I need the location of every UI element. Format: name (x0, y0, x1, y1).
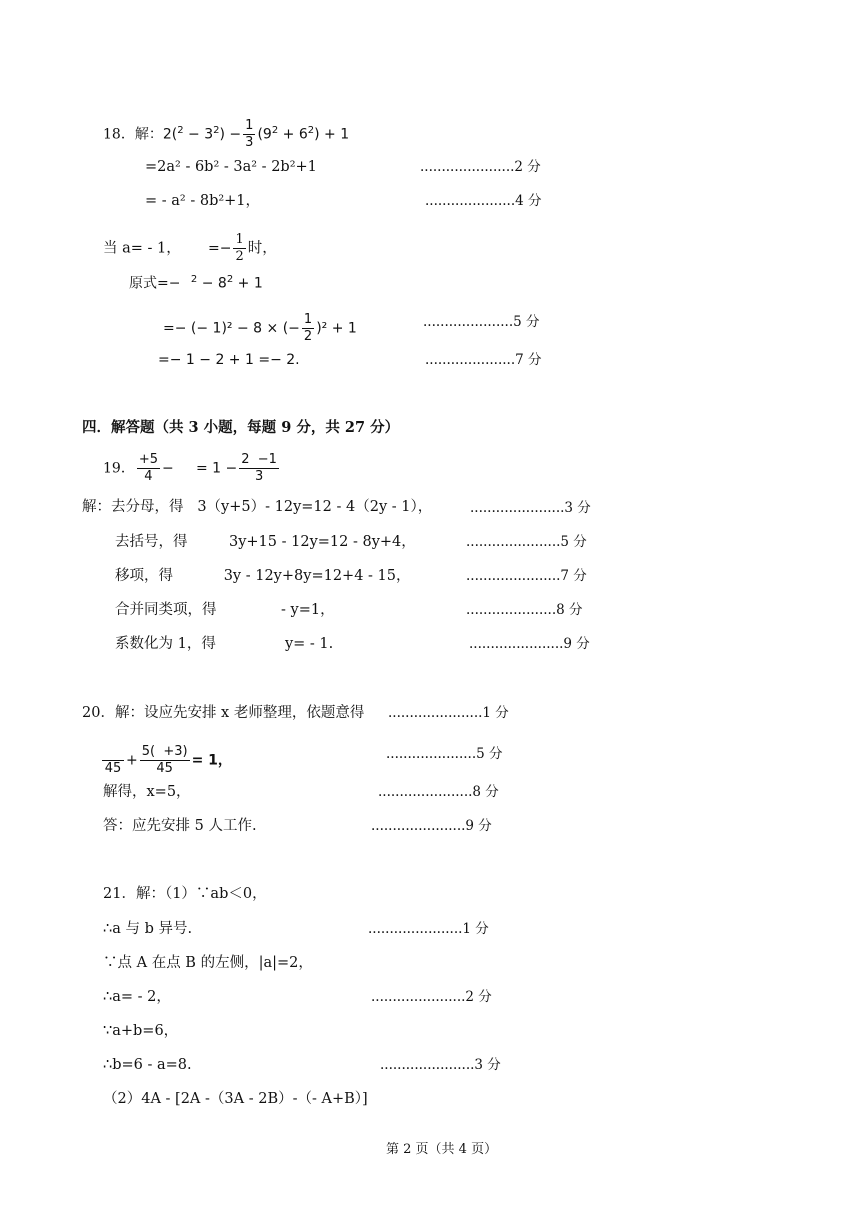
q19-label: 19． (103, 460, 135, 477)
q21-line2: ∵点 A 在点 B 的左侧，|a|=2， (103, 955, 313, 971)
q21-intro: 21．解：（1）∵ab＜0， (103, 886, 267, 902)
q18-condition-fraction-den: 2 (235, 249, 244, 264)
q20-fraction-right (140, 744, 190, 777)
q21-line6: （2）4A - [2A -（3A - 2B）-（- A+B）] (103, 1091, 368, 1107)
q19-step3-score: ......................7 分 (466, 568, 587, 584)
q19-step3: 移项，得 3y - 12y+8y=12+4 - 15， (115, 568, 411, 584)
q21-line1: ∴a 与 b 异号. (103, 921, 193, 937)
q21-line5-score: ......................3 分 (380, 1057, 501, 1073)
q19-equation (103, 452, 281, 485)
q19-fraction-right (239, 452, 279, 485)
q18-step2-score: .....................4 分 (425, 193, 542, 209)
q20-answer: 答：应先安排 5 人工作. (103, 818, 257, 834)
q20-fraction-left-num (102, 744, 124, 761)
q18-expr-part: 2( (162, 126, 178, 143)
q18-original-exp: 2 (190, 274, 198, 285)
q21-line3-score: ......................2 分 (371, 989, 492, 1005)
q18-exp: 2 (177, 124, 184, 136)
q20-equals: = 1， (191, 752, 232, 769)
q18-expr-part: ) + 1 (314, 126, 350, 143)
q18-step4-b: )² + 1 (316, 320, 357, 337)
q18-expr-part: ) − (219, 126, 242, 143)
q18-step4-score: .....................5 分 (423, 314, 540, 330)
q19-fraction-left-den: 4 (144, 469, 153, 484)
q19-equation-mid: − = 1 − (162, 460, 238, 477)
q18-original-exp: 2 (226, 274, 234, 285)
q18-step4 (163, 312, 357, 345)
q18-original (129, 271, 263, 293)
q18-expression (103, 118, 349, 151)
q18-step4-a: =− (− 1)² − 8 × (− (163, 320, 300, 337)
q18-condition-a: 当 a= - 1， (103, 240, 181, 257)
section-heading: 四．解答题（共 3 小题，每题 9 分，共 27 分） (82, 419, 400, 436)
q18-expr-part: (9 (257, 126, 272, 143)
q19-fraction-right-den: 3 (254, 469, 264, 484)
q18-step5-score: .....................7 分 (425, 352, 542, 368)
q20-setup-score: ......................1 分 (388, 705, 509, 721)
q18-exp: 2 (307, 124, 315, 136)
q20-answer-score: ......................9 分 (371, 818, 492, 834)
q18-condition (103, 232, 277, 265)
q18-exp: 2 (271, 124, 279, 136)
q20-setup: 20．解：设应先安排 x 老师整理，依题意得 (82, 705, 365, 721)
q18-expr-part: − 3 (188, 126, 214, 143)
q18-condition-c: 时， (247, 240, 277, 257)
q21-line5: ∴b=6 - a=8. (103, 1057, 192, 1073)
q19-step2-score: ......................5 分 (466, 534, 587, 550)
q19-step1-score: ......................3 分 (470, 500, 591, 516)
q19-step5-score: ......................9 分 (469, 636, 590, 652)
q19-fraction-right-num: 2 −1 (241, 452, 277, 467)
q19-step4-score: .....................8 分 (466, 602, 583, 618)
q19-step4: 合并同类项，得 - y=1， (115, 602, 335, 618)
q20-fraction-right-num: 5( +3) (141, 744, 188, 759)
q20-solve-score: ......................8 分 (378, 784, 499, 800)
q20-plus: + (126, 752, 138, 769)
q18-step1: =2a² - 6b² - 3a² - 2b²+1 (145, 159, 317, 175)
q18-fraction (243, 118, 255, 151)
q18-expr-part: + 6 (282, 126, 308, 143)
q20-fraction-right-den: 45 (156, 761, 173, 776)
q20-equation-score: .....................5 分 (386, 746, 503, 762)
q21-line3: ∴a= - 2， (103, 989, 171, 1005)
q19-step5: 系数化为 1，得 y= - 1. (115, 636, 334, 652)
q18-fraction-num: 1 (245, 118, 254, 133)
q19-fraction-left (137, 452, 160, 485)
page-footer: 第 2 页（共 4 页） (386, 1142, 498, 1157)
q18-condition-fraction-num: 1 (235, 232, 244, 247)
q18-step4-fraction-den: 2 (303, 329, 313, 344)
q18-step4-fraction (302, 312, 314, 345)
q18-exp: 2 (213, 124, 220, 136)
q20-equation (100, 744, 232, 777)
q18-fraction-den: 3 (245, 135, 254, 150)
q18-step1-score: ......................2 分 (420, 159, 541, 175)
q18-step4-fraction-num: 1 (303, 312, 313, 327)
q21-line4: ∵a+b=6， (103, 1023, 179, 1039)
q21-line1-score: ......................1 分 (368, 921, 489, 937)
q18-condition-b: =− (207, 240, 232, 257)
q19-step2: 去括号，得 3y+15 - 12y=12 - 8y+4， (115, 534, 416, 550)
q18-original-a: 原式=− (129, 275, 181, 292)
q18-label: 18．解： (103, 126, 163, 143)
q19-step1: 解：去分母，得 3（y+5）- 12y=12 - 4（2y - 1）， (82, 499, 433, 515)
q18-original-b: − 8 (201, 275, 227, 292)
q18-condition-fraction (233, 232, 245, 265)
q20-fraction-left (102, 744, 124, 777)
q18-step5: =− 1 − 2 + 1 =− 2. (158, 352, 300, 368)
q19-fraction-left-num: +5 (138, 452, 158, 467)
q18-original-c: + 1 (237, 275, 263, 292)
q20-fraction-left-den: 45 (104, 761, 122, 776)
q18-step2: = - a² - 8b²+1， (145, 193, 261, 209)
q20-solve: 解得，x=5， (103, 784, 191, 800)
